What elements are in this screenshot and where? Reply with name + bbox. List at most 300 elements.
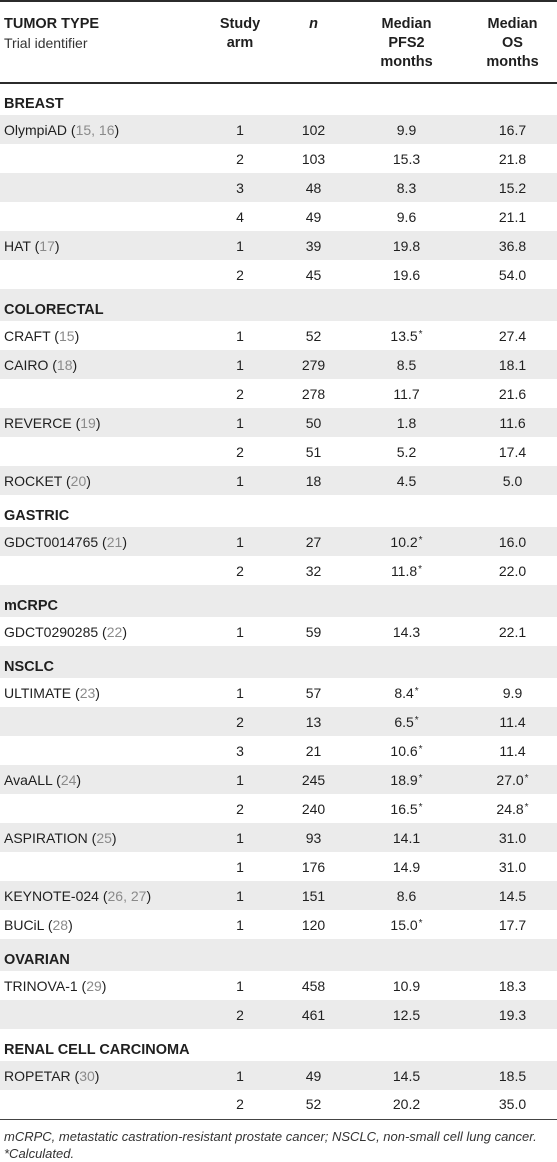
- n-cell: [282, 765, 345, 794]
- table-row: [0, 881, 557, 910]
- table-row: [0, 231, 557, 260]
- median-os-cell: [468, 437, 557, 466]
- trial-identifier-cell: GDCT0014765 (21): [0, 527, 198, 556]
- study-arm-cell-value: 2: [236, 443, 244, 460]
- footnote-abbreviations: mCRPC, metastatic castration-resistant prostate cancer; NSCLC, non-small cell lung cancer.: [4, 1128, 537, 1144]
- study-arm-cell: [198, 678, 282, 707]
- median-pfs2-cell: [345, 910, 468, 939]
- trial-name: CAIRO: [4, 356, 49, 373]
- trial-name: TRINOVA-1: [4, 977, 78, 994]
- study-arm-cell-value: 1: [236, 1067, 244, 1084]
- median-os-cell-value: 31.0: [498, 858, 527, 875]
- median-os-cell-value: 18.1: [498, 356, 527, 373]
- median-os-cell-value: 35.0: [498, 1096, 527, 1113]
- calculated-asterisk: *: [524, 802, 529, 813]
- median-pfs2-cell-value: 10.6: [390, 743, 418, 759]
- median-pfs2-cell: [345, 1090, 468, 1119]
- trial-name: KEYNOTE-024: [4, 887, 99, 904]
- table-row: [0, 115, 557, 144]
- n-cell: [282, 556, 345, 585]
- median-pfs2-cell: [345, 466, 468, 495]
- median-pfs2-cell-value: 15.0: [390, 917, 418, 933]
- median-pfs2-cell-value: 14.9: [392, 858, 421, 875]
- trial-reference: 20: [70, 472, 87, 489]
- median-pfs2-cell-value: 8.4: [394, 685, 414, 701]
- median-pfs2-cell-value: 19.8: [392, 237, 421, 254]
- median-os-cell-value: 9.9: [502, 684, 523, 701]
- study-arm-cell: [198, 707, 282, 736]
- study-arm-cell-value: 2: [236, 385, 244, 402]
- median-os-cell-value: 27.4: [498, 327, 527, 344]
- trial-identifier-cell: [0, 202, 198, 231]
- n-cell-value: 279: [301, 356, 326, 373]
- median-os-cell-value: 16.0: [498, 533, 527, 550]
- trial-identifier-cell: ULTIMATE (23): [4, 684, 100, 701]
- trial-identifier-cell: [0, 260, 198, 289]
- header-os-line1: Median: [487, 16, 538, 32]
- median-pfs2-cell: [345, 260, 468, 289]
- trial-identifier-cell: KEYNOTE-024 (26, 27): [0, 881, 198, 910]
- n-cell-value: 102: [301, 121, 326, 138]
- study-arm-cell: [198, 144, 282, 173]
- trial-reference: 24: [60, 771, 77, 788]
- median-pfs2-cell: [345, 765, 468, 794]
- trial-name: ROCKET: [4, 472, 63, 489]
- study-arm-cell: [198, 115, 282, 144]
- median-pfs2-cell: [345, 408, 468, 437]
- median-os-cell-value: 22.1: [498, 623, 527, 640]
- median-os-cell-value: 17.4: [498, 443, 527, 460]
- study-arm-cell: [198, 1000, 282, 1029]
- table-row: [0, 1000, 557, 1029]
- n-cell-value: 176: [301, 858, 326, 875]
- median-os-cell: [468, 910, 557, 939]
- median-os-cell-value: 15.2: [498, 179, 527, 196]
- study-arm-cell-value: 4: [236, 208, 244, 225]
- median-os-cell: [468, 556, 557, 585]
- n-cell: [282, 466, 345, 495]
- trial-name: GDCT0290285: [4, 623, 99, 640]
- median-os-cell: [468, 408, 557, 437]
- study-arm-cell: [198, 173, 282, 202]
- trial-name: ASPIRATION: [4, 829, 88, 846]
- trial-identifier-cell: [0, 794, 198, 823]
- n-cell: [282, 852, 345, 881]
- study-arm-cell: [198, 321, 282, 350]
- study-arm-cell-value: 2: [236, 1006, 244, 1023]
- table-row: [0, 1061, 557, 1090]
- median-pfs2-cell: [345, 321, 468, 350]
- category-row: [0, 495, 557, 527]
- n-cell: [282, 144, 345, 173]
- table-row: [0, 202, 557, 231]
- trial-identifier-cell: [0, 556, 198, 585]
- median-pfs2-cell-value: 14.1: [392, 829, 421, 846]
- n-cell-value: 52: [305, 1096, 322, 1113]
- calculated-asterisk: *: [418, 918, 423, 929]
- median-os-cell: [468, 115, 557, 144]
- table-row: [0, 350, 557, 379]
- study-arm-cell-value: 1: [236, 977, 244, 994]
- study-arm-cell: [198, 794, 282, 823]
- table-row: [0, 144, 557, 173]
- study-arm-cell: [198, 556, 282, 585]
- calculated-asterisk: *: [418, 535, 423, 546]
- median-pfs2-cell: [345, 823, 468, 852]
- trial-reference: 19: [80, 414, 96, 431]
- n-cell: [282, 202, 345, 231]
- header-tumor-type-label: TUMOR TYPE: [4, 16, 100, 32]
- median-pfs2-cell: [345, 115, 468, 144]
- median-pfs2-cell-value: 18.9: [390, 772, 418, 788]
- median-os-cell: [468, 231, 557, 260]
- study-arm-cell-value: 1: [236, 771, 244, 788]
- trial-identifier-cell: REVERCE (19): [0, 408, 198, 437]
- median-pfs2-cell-value: 8.3: [396, 179, 417, 196]
- median-os-cell: [468, 527, 557, 556]
- category-row: [0, 646, 557, 678]
- n-cell: [282, 707, 345, 736]
- trial-identifier-cell: [0, 736, 198, 765]
- median-os-cell: [468, 1090, 557, 1119]
- n-cell: [282, 678, 345, 707]
- trial-name: GDCT0014765: [4, 533, 99, 550]
- n-cell: [282, 379, 345, 408]
- study-arm-cell-value: 2: [236, 266, 244, 283]
- trial-reference: 29: [86, 977, 102, 994]
- trial-identifier-cell: [0, 1000, 198, 1029]
- n-cell-value: 50: [305, 414, 322, 431]
- n-cell: [282, 527, 345, 556]
- median-pfs2-cell-value: 14.3: [392, 623, 421, 640]
- median-os-cell-value: 27.0: [496, 772, 524, 788]
- n-cell-value: 49: [305, 1067, 322, 1084]
- median-pfs2-cell-value: 14.5: [392, 1067, 421, 1084]
- median-pfs2-cell: [345, 379, 468, 408]
- trial-name: ROPETAR: [4, 1067, 71, 1084]
- study-arm-cell: [198, 971, 282, 1000]
- median-os-cell: [468, 321, 557, 350]
- trial-identifier-cell: [0, 144, 198, 173]
- median-pfs2-cell-value: 8.6: [396, 887, 417, 904]
- calculated-asterisk: *: [418, 329, 423, 340]
- median-pfs2-cell: [345, 1000, 468, 1029]
- median-os-cell-value: 21.6: [498, 385, 527, 402]
- n-cell-value: 59: [305, 623, 322, 640]
- n-cell-value: 240: [301, 800, 326, 817]
- median-pfs2-cell: [345, 678, 468, 707]
- median-os-cell: [468, 971, 557, 1000]
- header-median-os: [468, 1, 557, 83]
- n-cell-value: 32: [305, 562, 322, 579]
- study-arm-cell: [198, 260, 282, 289]
- trial-identifier-cell: [0, 173, 198, 202]
- trial-identifier-cell: TRINOVA-1 (29): [4, 977, 107, 994]
- study-arm-cell: [198, 202, 282, 231]
- n-cell-value: 458: [301, 977, 326, 994]
- study-arm-cell: [198, 736, 282, 765]
- median-pfs2-cell: [345, 617, 468, 646]
- trial-reference: 18: [56, 356, 73, 373]
- table-row: [0, 379, 557, 408]
- study-arm-cell: [198, 350, 282, 379]
- n-cell: [282, 1000, 345, 1029]
- category-label: BREAST: [4, 96, 64, 112]
- n-cell-value: 461: [301, 1006, 326, 1023]
- median-pfs2-cell-value: 10.2: [390, 534, 418, 550]
- category-row: [0, 289, 557, 321]
- median-pfs2-cell: [345, 556, 468, 585]
- median-pfs2-cell: [345, 202, 468, 231]
- median-pfs2-cell: [345, 231, 468, 260]
- header-study-arm-line1: Study: [219, 16, 261, 32]
- header-pfs2-line1: Median: [381, 16, 432, 32]
- n-cell: [282, 910, 345, 939]
- study-arm-cell-value: 3: [236, 742, 244, 759]
- category-row: [0, 939, 557, 971]
- median-pfs2-cell-value: 19.6: [392, 266, 421, 283]
- study-arm-cell: [198, 1090, 282, 1119]
- median-os-cell-value: 36.8: [498, 237, 527, 254]
- n-cell: [282, 115, 345, 144]
- median-pfs2-cell-value: 6.5: [394, 714, 414, 730]
- table-row: [0, 321, 557, 350]
- trial-reference: 30: [79, 1067, 95, 1084]
- study-arm-cell: [198, 466, 282, 495]
- trial-identifier-cell: CRAFT (15): [4, 327, 80, 344]
- n-cell-value: 120: [301, 916, 326, 933]
- median-pfs2-cell-value: 8.5: [396, 356, 417, 373]
- median-pfs2-cell-value: 20.2: [392, 1096, 421, 1113]
- median-os-cell-value: 24.8: [496, 801, 524, 817]
- table-row: [0, 852, 557, 881]
- median-pfs2-cell: [345, 350, 468, 379]
- table-row: [0, 173, 557, 202]
- header-study-arm-line2: arm: [226, 35, 254, 51]
- study-arm-cell: [198, 527, 282, 556]
- header-n: [282, 1, 345, 83]
- n-cell-value: 27: [305, 533, 322, 550]
- trial-reference: 26, 27: [107, 887, 147, 904]
- table-row: [0, 765, 557, 794]
- table-row: [0, 1090, 557, 1119]
- study-arm-cell: [198, 1061, 282, 1090]
- category-row: [0, 83, 557, 115]
- trial-identifier-cell: ASPIRATION (25): [0, 823, 198, 852]
- table-row: [0, 260, 557, 289]
- median-pfs2-cell-value: 13.5: [390, 328, 418, 344]
- table-row: [0, 823, 557, 852]
- study-arm-cell-value: 1: [236, 121, 244, 138]
- study-arm-cell-value: 1: [236, 623, 244, 640]
- trial-name: OlympiAD: [4, 121, 68, 138]
- median-os-cell-value: 11.4: [499, 742, 526, 759]
- category-label: GASTRIC: [4, 508, 70, 524]
- study-arm-cell: [198, 823, 282, 852]
- table-row: [0, 678, 557, 707]
- trial-identifier-cell: [0, 379, 198, 408]
- header-os-line2: OS: [502, 35, 523, 51]
- trial-name: BUCiL: [4, 916, 44, 933]
- median-os-cell-value: 5.0: [502, 472, 523, 489]
- header-pfs2-line2: PFS2: [388, 35, 425, 51]
- median-pfs2-cell: [345, 1061, 468, 1090]
- n-cell: [282, 350, 345, 379]
- median-os-cell: [468, 823, 557, 852]
- n-cell: [282, 971, 345, 1000]
- study-arm-cell-value: 1: [236, 414, 244, 431]
- category-label: RENAL CELL CARCINOMA: [4, 1042, 190, 1058]
- trial-identifier-cell: HAT (17): [0, 231, 198, 260]
- table-footnotes: [0, 1120, 556, 1162]
- median-os-cell: [468, 379, 557, 408]
- median-pfs2-cell: [345, 173, 468, 202]
- median-os-cell-value: 18.3: [498, 977, 527, 994]
- n-cell-value: 103: [301, 150, 326, 167]
- category-label: mCRPC: [0, 585, 557, 617]
- trial-identifier-cell: [0, 1090, 198, 1119]
- table-row: [0, 794, 557, 823]
- trial-reference: 28: [52, 916, 69, 933]
- category-row: [0, 1029, 557, 1061]
- trial-reference: 17: [39, 237, 55, 254]
- median-pfs2-cell: [345, 971, 468, 1000]
- table-header: [0, 1, 557, 83]
- median-pfs2-cell: [345, 794, 468, 823]
- trial-name: ULTIMATE: [4, 684, 72, 701]
- trial-reference: 21: [106, 533, 123, 550]
- median-os-cell: [468, 881, 557, 910]
- median-os-cell-value: 11.6: [499, 414, 526, 431]
- trial-identifier-cell: OlympiAD (15, 16): [0, 115, 198, 144]
- study-arm-cell-value: 1: [236, 829, 244, 846]
- n-cell-value: 52: [305, 327, 322, 344]
- study-arm-cell-value: 1: [236, 472, 244, 489]
- study-arm-cell: [198, 765, 282, 794]
- median-pfs2-cell-value: 12.5: [392, 1006, 421, 1023]
- header-trial-identifier-label: Trial identifier: [4, 35, 88, 51]
- median-pfs2-cell: [345, 736, 468, 765]
- median-pfs2-cell: [345, 144, 468, 173]
- n-cell: [282, 231, 345, 260]
- study-arm-cell: [198, 408, 282, 437]
- median-os-cell: [468, 350, 557, 379]
- median-os-cell: [468, 202, 557, 231]
- study-arm-cell: [198, 910, 282, 939]
- median-os-cell-value: 14.5: [498, 887, 527, 904]
- n-cell: [282, 881, 345, 910]
- n-cell-value: 51: [305, 443, 322, 460]
- trial-name: AvaALL: [4, 771, 53, 788]
- study-arm-cell-value: 1: [236, 887, 244, 904]
- trial-reference: 15: [58, 327, 75, 344]
- median-os-cell: [468, 707, 557, 736]
- trial-name: CRAFT: [4, 327, 51, 344]
- study-arm-cell-value: 1: [236, 356, 244, 373]
- median-os-cell-value: 21.8: [498, 150, 527, 167]
- trial-reference: 15, 16: [75, 121, 115, 138]
- median-os-cell: [468, 794, 557, 823]
- trial-identifier-cell: CAIRO (18): [0, 350, 198, 379]
- median-os-cell: [468, 1061, 557, 1090]
- calculated-asterisk: *: [418, 802, 423, 813]
- median-os-cell: [468, 852, 557, 881]
- trial-reference: 25: [96, 829, 112, 846]
- median-pfs2-cell-value: 1.8: [396, 414, 417, 431]
- study-arm-cell-value: 2: [236, 1096, 244, 1113]
- median-os-cell-value: 22.0: [498, 562, 527, 579]
- trial-identifier-cell: BUCiL (28): [4, 916, 73, 933]
- n-cell: [282, 437, 345, 466]
- study-arm-cell: [198, 617, 282, 646]
- study-arm-cell: [198, 379, 282, 408]
- study-arm-cell: [198, 852, 282, 881]
- category-label: OVARIAN: [0, 939, 557, 971]
- median-os-cell-value: 31.0: [498, 829, 527, 846]
- median-pfs2-cell-value: 10.9: [392, 977, 421, 994]
- study-arm-cell-value: 2: [236, 150, 244, 167]
- n-cell: [282, 408, 345, 437]
- table-row: [0, 707, 557, 736]
- median-pfs2-cell-value: 15.3: [392, 150, 421, 167]
- trial-identifier-cell: [0, 437, 198, 466]
- category-label: COLORECTAL: [0, 289, 557, 321]
- study-arm-cell-value: 1: [236, 916, 244, 933]
- n-cell: [282, 823, 345, 852]
- header-tumor-type: [0, 1, 198, 83]
- n-cell: [282, 173, 345, 202]
- n-cell-value: 278: [301, 385, 326, 402]
- study-arm-cell: [198, 231, 282, 260]
- median-os-cell: [468, 765, 557, 794]
- n-cell: [282, 1061, 345, 1090]
- table-row: [0, 736, 557, 765]
- table-row: [0, 556, 557, 585]
- trial-identifier-cell: [0, 852, 198, 881]
- median-os-cell: [468, 260, 557, 289]
- category-label: NSCLC: [0, 646, 557, 678]
- n-cell-value: 39: [305, 237, 322, 254]
- median-os-cell: [468, 466, 557, 495]
- median-pfs2-cell-value: 11.7: [393, 385, 420, 402]
- n-cell: [282, 321, 345, 350]
- median-pfs2-cell-value: 4.5: [396, 472, 417, 489]
- header-pfs2-line3: months: [380, 54, 433, 70]
- n-cell: [282, 617, 345, 646]
- trial-name: REVERCE: [4, 414, 72, 431]
- median-os-cell: [468, 736, 557, 765]
- trial-identifier-cell: AvaALL (24): [0, 765, 198, 794]
- n-cell-value: 245: [301, 771, 326, 788]
- n-cell-value: 21: [305, 742, 322, 759]
- calculated-asterisk: *: [418, 564, 423, 575]
- n-cell-value: 93: [305, 829, 322, 846]
- study-arm-cell-value: 2: [236, 562, 244, 579]
- table-row: [0, 617, 557, 646]
- study-arm-cell-value: 1: [236, 684, 244, 701]
- study-arm-cell-value: 1: [236, 533, 244, 550]
- table-row: [0, 408, 557, 437]
- median-pfs2-cell: [345, 437, 468, 466]
- footnote-calculated: *Calculated.: [4, 1145, 75, 1161]
- trial-identifier-cell: GDCT0290285 (22): [4, 623, 127, 640]
- calculated-asterisk: *: [414, 715, 419, 726]
- n-cell-value: 13: [305, 713, 322, 730]
- median-pfs2-cell: [345, 881, 468, 910]
- median-pfs2-cell-value: 16.5: [390, 801, 418, 817]
- n-cell-value: 48: [305, 179, 322, 196]
- median-os-cell-value: 11.4: [499, 713, 526, 730]
